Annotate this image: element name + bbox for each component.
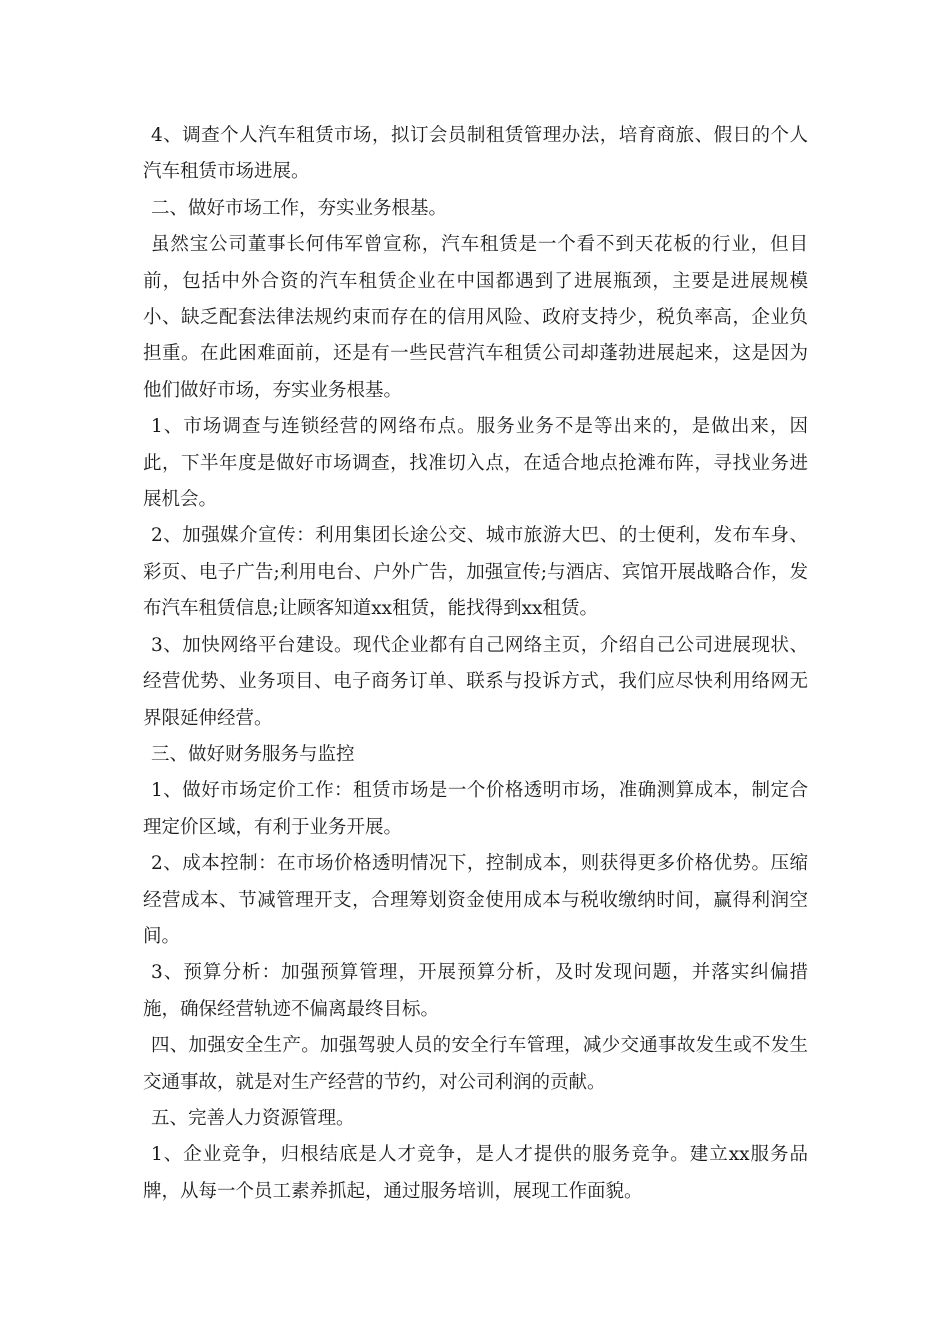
- paragraph-pricing: 1、做好市场定价工作：租赁市场是一个价格透明市场，准确测算成本，制定合理定价区域，有利于业务开展。: [143, 780, 808, 838]
- paragraph-budget-analysis: 3、预算分析：加强预算管理，开展预算分析，及时发现问题，并落实纠偏措施，确保经营轨迹不偏离最终目标。: [143, 962, 808, 1020]
- paragraph-rental-market: 4、调查个人汽车租赁市场，拟订会员制租赁管理办法，培育商旅、假日的个人汽车租赁市场进展。: [143, 125, 808, 183]
- document-body: [143, 118, 808, 1210]
- paragraph-industry-background: 虽然宝公司董事长何伟军曾宣称，汽车租赁是一个看不到天花板的行业，但目前，包括中外合资的汽车租赁企业在中国都遇到了进展瓶颈，主要是进展规模小、缺乏配套法律法规约束而存在的信用风险、政府支持少，税负率高，企业负担重。在此困难面前，还是有一些民营汽车租赁公司却蓬勃进展起来，这是因为他们做好市场，夯实业务根基。: [143, 234, 808, 401]
- paragraph-safety: 四、加强安全生产。加强驾驶人员的安全行车管理，减少交通事故发生或不发生交通事故，就是对生产经营的节约，对公司利润的贡献。: [143, 1035, 808, 1093]
- heading-finance: 三、做好财务服务与监控: [151, 743, 355, 765]
- heading-human-resources: 五、完善人力资源管理。: [151, 1107, 355, 1129]
- paragraph-talent-competition: 1、企业竞争，归根结底是人才竞争，是人才提供的服务竞争。建立xx服务品牌，从每一个员工素养抓起，通过服务培训，展现工作面貌。: [143, 1144, 808, 1202]
- paragraph-network-platform: 3、加快网络平台建设。现代企业都有自己网络主页，介绍自己公司进展现状、经营优势、业务项目、电子商务订单、联系与投诉方式，我们应尽快利用络网无界限延伸经营。: [143, 634, 808, 729]
- paragraph-cost-control: 2、成本控制：在市场价格透明情况下，控制成本，则获得更多价格优势。压缩经营成本、节减管理开支，合理筹划资金使用成本与税收缴纳时间，赢得利润空间。: [143, 853, 808, 947]
- heading-market-work: 二、做好市场工作，夯实业务根基。: [151, 197, 448, 219]
- paragraph-media-promotion: 2、加强媒介宣传：利用集团长途公交、城市旅游大巴、的士便利，发布车身、彩页、电子广告;利用电台、户外广告，加强宣传;与酒店、宾馆开展战略合作，发布汽车租赁信息;让顾客知道xx租赁，能找得到xx租赁。: [143, 525, 808, 620]
- paragraph-market-survey: 1、市场调查与连锁经营的网络布点。服务业务不是等出来的，是做出来，因此，下半年度是做好市场调查，找准切入点，在适合地点抢滩布阵，寻找业务进展机会。: [143, 416, 808, 511]
